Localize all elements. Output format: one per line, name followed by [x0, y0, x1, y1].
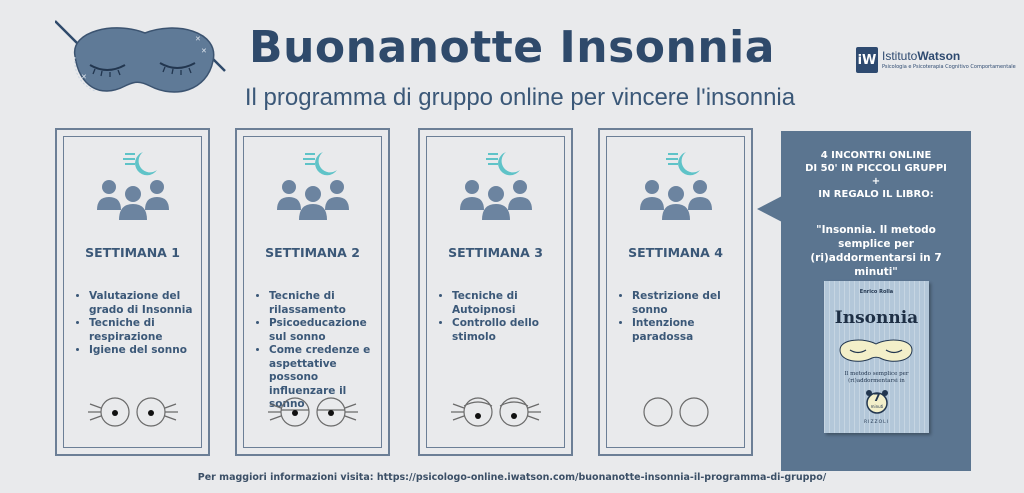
- svg-text:✕: ✕: [81, 73, 87, 81]
- week-topics: [75, 290, 198, 358]
- page-title: Buonanotte Insonnia: [249, 22, 775, 73]
- book-title: Insonnia: [834, 308, 919, 328]
- people-moon-icon: [636, 144, 716, 224]
- info-text: [789, 149, 963, 201]
- eyes-icon: [621, 392, 731, 432]
- logo-tagline: Psicologia e Psicoterapia Cognitivo Comportamentale: [882, 64, 1016, 70]
- book-cover[interactable]: [824, 281, 929, 433]
- eyes-icon: [78, 392, 188, 432]
- logo-icon: iW: [856, 47, 878, 73]
- logo-name: [882, 49, 960, 63]
- info-box: [781, 131, 971, 471]
- info-box-pointer: [757, 196, 782, 222]
- list-item: • Tecniche di rilassamento: [269, 290, 378, 317]
- list-item: • Tecniche di Autoipnosi: [452, 290, 561, 317]
- book-subtitle: Il metodo semplice per (ri)addormentarsi in: [844, 371, 909, 384]
- eyes-icon: [441, 392, 551, 432]
- book-sleep-mask-icon: [836, 336, 916, 366]
- book-author: Enrico Rolla: [859, 289, 894, 295]
- info-line: +: [871, 176, 881, 187]
- list-item: • Valutazione del grado di Insonnia: [89, 290, 198, 317]
- week-card-1: [55, 128, 210, 456]
- list-item: • Come credenze e aspettative possono influenzare il sonno: [269, 344, 378, 412]
- logo-name-bold: Watson: [917, 49, 961, 63]
- people-moon-icon: [93, 144, 173, 224]
- svg-text:✕: ✕: [195, 35, 201, 43]
- book-publisher: RIZZOLI: [864, 420, 889, 425]
- people-moon-icon: [456, 144, 536, 224]
- week-topics: [438, 290, 561, 344]
- clock-label: minuti: [870, 404, 884, 409]
- week-label: SETTIMANA 1: [85, 245, 180, 260]
- week-label: SETTIMANA 2: [265, 245, 360, 260]
- week-card-4: [598, 128, 753, 456]
- footer-info-link[interactable]: Per maggiori informazioni visita: https://psicologo-online.iwatson.com/buonanotte-insonnia-il-programma-di-gruppo/: [197, 472, 827, 483]
- info-line: IN REGALO IL LIBRO:: [818, 189, 934, 200]
- week-topics: [618, 290, 741, 344]
- istituto-watson-logo[interactable]: [856, 47, 1016, 77]
- info-line: DI 50' IN PICCOLI GRUPPI: [805, 163, 947, 174]
- eyes-icon: [258, 392, 368, 432]
- week-label: SETTIMANA 4: [628, 245, 723, 260]
- week-label: SETTIMANA 3: [448, 245, 543, 260]
- book-quote: "Insonnia. Il metodo semplice per (ri)addormentarsi in 7 minuti": [810, 224, 942, 278]
- people-moon-icon: [273, 144, 353, 224]
- list-item: • Controllo dello stimolo: [452, 317, 561, 344]
- list-item: • Tecniche di respirazione: [89, 317, 198, 344]
- page-subtitle: Il programma di gruppo online per vincere l'insonnia: [244, 84, 796, 111]
- clock-number: 7: [873, 391, 881, 404]
- list-item: • Intenzione paradossa: [632, 317, 741, 344]
- list-item: • Igiene del sonno: [89, 344, 198, 358]
- week-card-2: [235, 128, 390, 456]
- list-item: • Psicoeducazione sul sonno: [269, 317, 378, 344]
- svg-text:✕: ✕: [201, 47, 207, 55]
- week-card-3: [418, 128, 573, 456]
- list-item: • Restrizione del sonno: [632, 290, 741, 317]
- logo-name-light: Istituto: [882, 49, 918, 63]
- info-line: 4 INCONTRI ONLINE: [820, 150, 932, 161]
